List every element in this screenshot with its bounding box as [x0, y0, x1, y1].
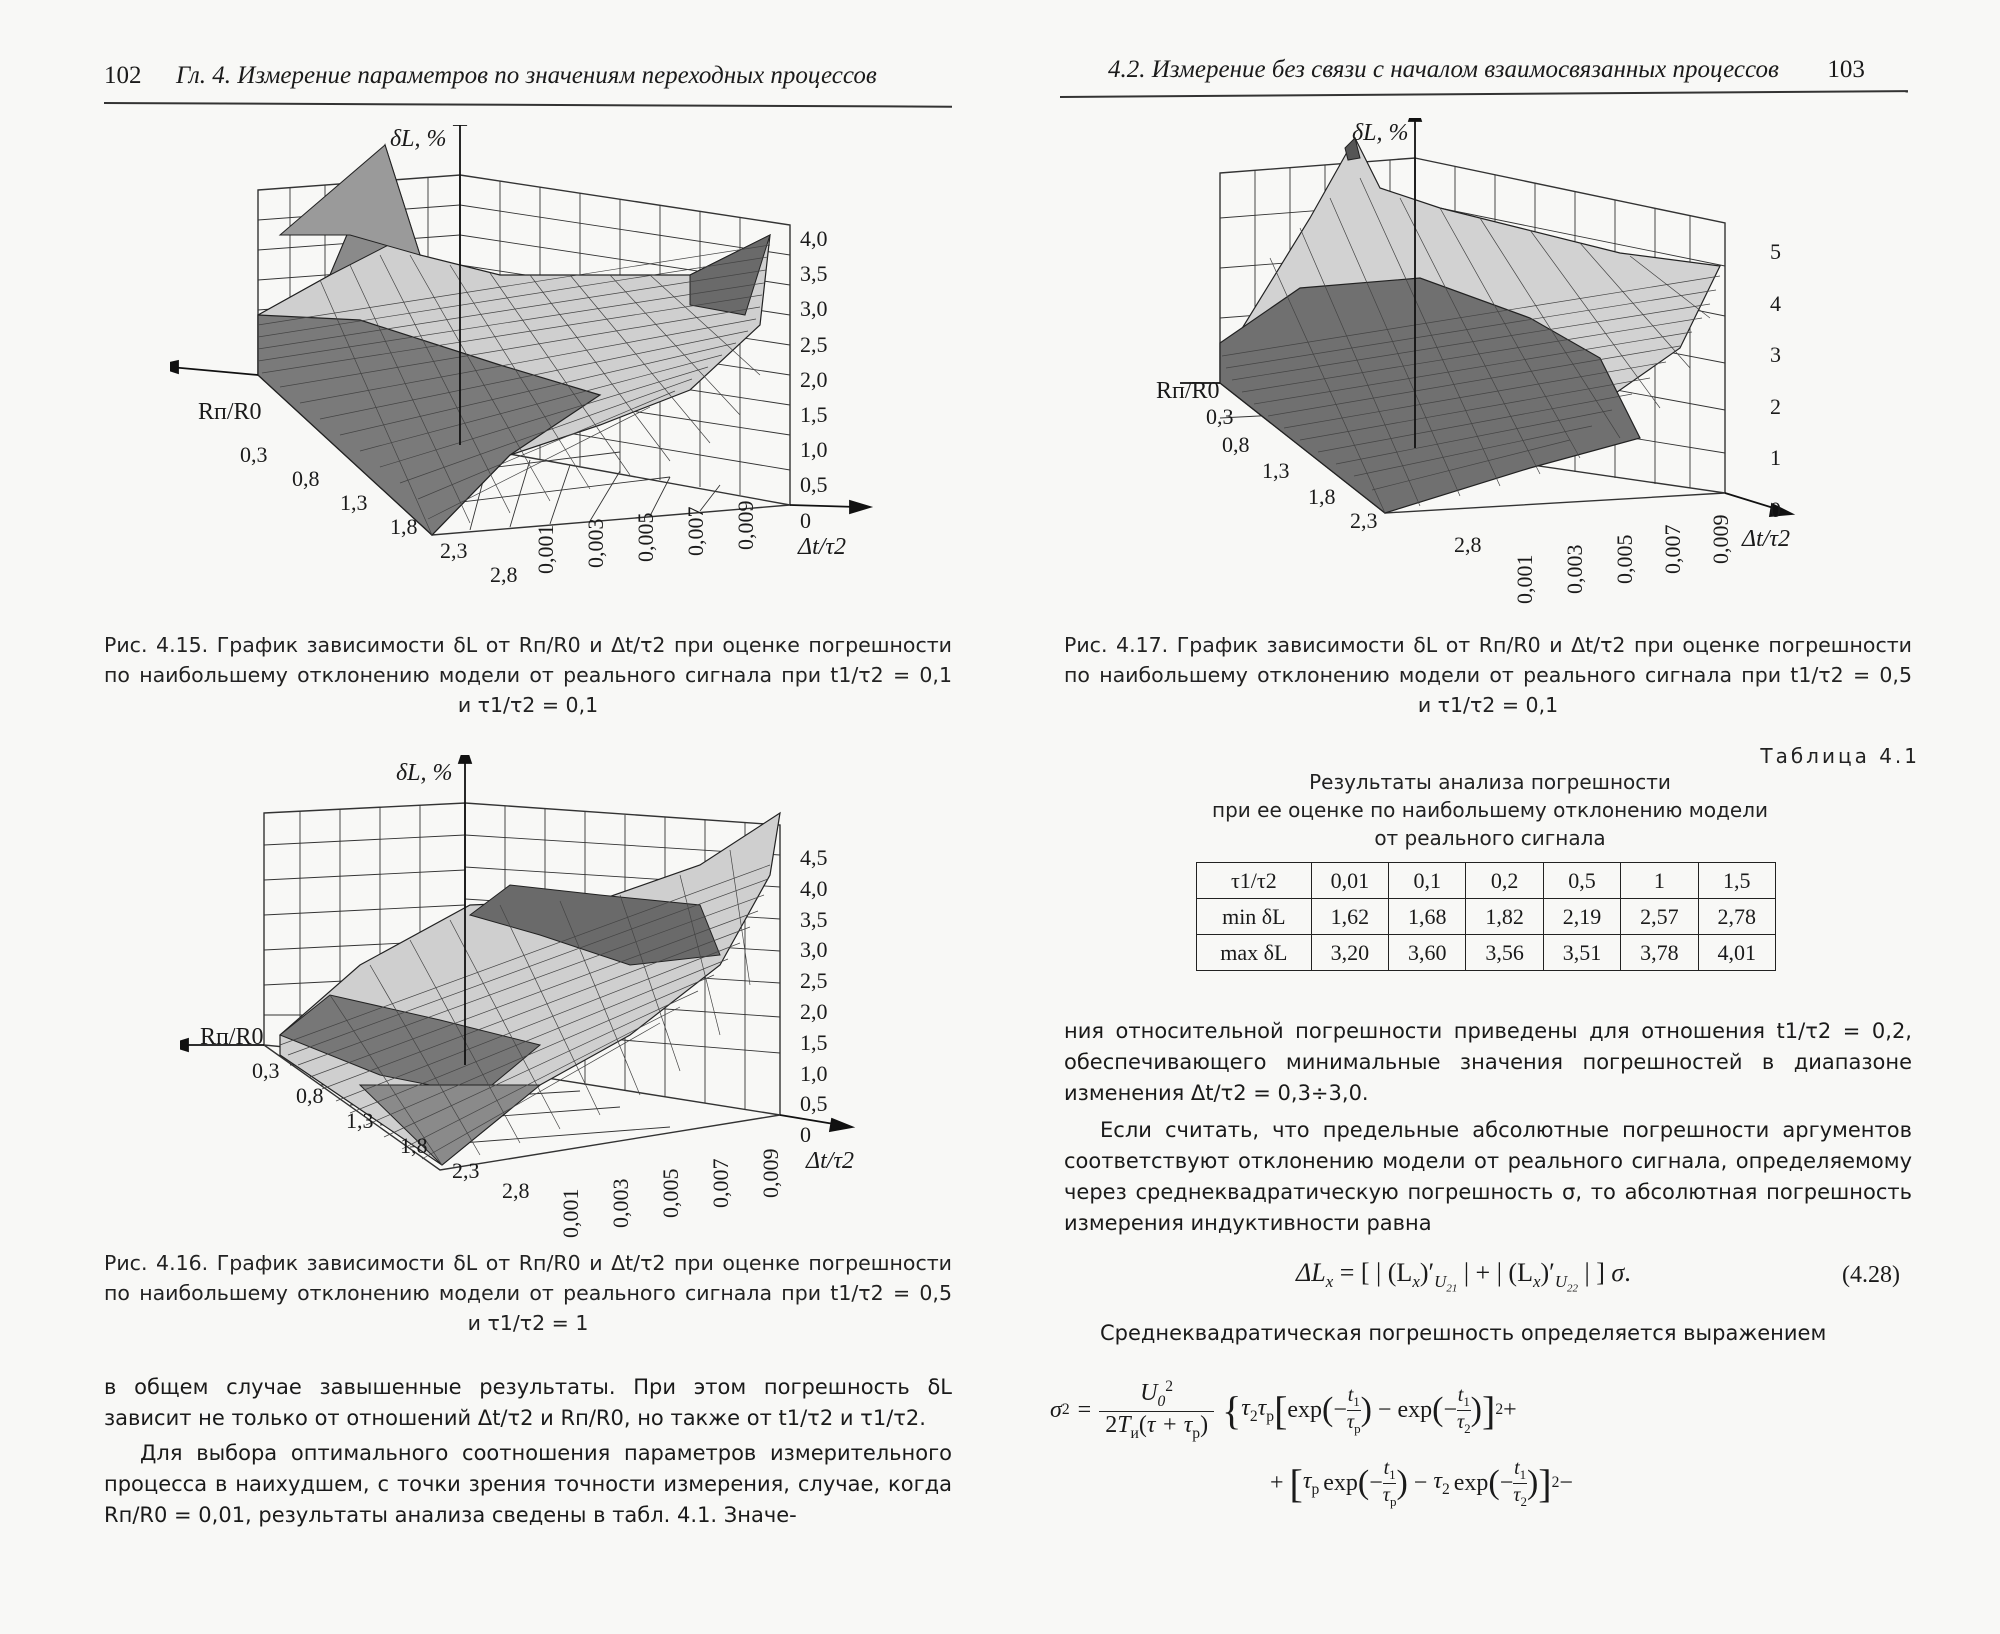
fig416-x-label: Rп/R0: [200, 1024, 264, 1050]
y-tick: 0,007: [1660, 524, 1685, 574]
z-tick: 5: [1770, 239, 1781, 264]
fig415-y-label: Δt/τ2: [798, 534, 847, 560]
fig415-z-label: δL, %: [390, 126, 447, 152]
caption-line: Рис. 4.16. График зависимости δL от Rп/R0 и Δt/τ2 при оценке погрешности: [104, 1251, 952, 1275]
fig415-z-ticks: [800, 221, 828, 538]
caption-line: по наибольшему отклонению модели от реального сигнала при t1/τ2 = 0,5: [104, 1281, 952, 1305]
table-cell: τ1/τ2: [1197, 863, 1312, 899]
z-tick: 4: [1770, 290, 1781, 316]
left-running-head: [104, 62, 877, 90]
x-tick: 0,3: [252, 1058, 280, 1083]
paragraph: ния относительной погрешности приведены для отношения t1/τ2 = 0,2, обеспечивающего минимальные значения погрешностей в диапазоне изменения Δt/τ2 = 0,3÷3,0.: [1064, 1019, 1912, 1105]
y-tick: 0,001: [533, 524, 558, 574]
table-title: [1120, 768, 1860, 852]
z-tick: 2,0: [800, 998, 828, 1024]
table-cell: 3,51: [1543, 935, 1620, 971]
table-cell: min δL: [1197, 899, 1312, 935]
x-tick: 1,3: [346, 1108, 374, 1133]
y-tick: 0,009: [1708, 514, 1733, 564]
x-tick: 0,8: [296, 1083, 324, 1108]
left-header-title: Гл. 4. Измерение параметров по значениям переходных процессов: [176, 62, 877, 89]
y-tick: 0,005: [633, 512, 658, 562]
paragraph: Среднеквадратическая погрешность определяется выражением: [1100, 1321, 1827, 1345]
figure-4-15: [170, 125, 890, 625]
table-title-line: от реального сигнала: [1374, 826, 1606, 850]
x-tick: 2,8: [502, 1178, 530, 1203]
y-tick: 0,009: [758, 1148, 783, 1198]
paragraph: в общем случае завышенные результаты. При этом погрешность δL зависит не только от отношений Δt/τ2 и Rп/R0, но также от t1/τ2 и τ1/τ2.: [104, 1375, 952, 1430]
figure-4-16: [180, 755, 900, 1225]
left-page-number: 102: [104, 62, 142, 89]
table-row: [1197, 935, 1776, 971]
results-table: [1196, 862, 1776, 971]
z-tick: 0: [1770, 496, 1781, 522]
y-tick: 0,007: [708, 1158, 733, 1208]
table-cell: max δL: [1197, 935, 1312, 971]
fig416-y-label: Δt/τ2: [806, 1148, 855, 1174]
x-tick: 2,3: [452, 1158, 480, 1183]
right-running-head: [1108, 56, 1865, 84]
x-tick: 0,3: [240, 442, 268, 467]
right-body-text: [1064, 1016, 1912, 1239]
fig416-z-label: δL, %: [396, 760, 453, 786]
caption-line: и τ1/τ2 = 0,1: [1417, 693, 1559, 717]
caption-line: по наибольшему отклонению модели от реального сигнала при t1/τ2 = 0,5: [1064, 663, 1912, 687]
z-tick: 0: [800, 507, 811, 533]
x-tick: 1,8: [390, 514, 418, 539]
table-row: [1197, 863, 1776, 899]
table-label: Таблица 4.1: [1760, 744, 1920, 768]
right-header-rule: [1060, 90, 1908, 98]
fig416-caption: [104, 1248, 952, 1338]
z-tick: 3,5: [800, 261, 828, 287]
fig417-y-label: Δt/τ2: [1742, 526, 1791, 552]
x-tick: 2,3: [1350, 508, 1378, 533]
z-tick: 3: [1770, 342, 1781, 368]
z-tick: 3,0: [800, 937, 828, 963]
table-cell: 3,60: [1389, 935, 1466, 971]
fig417-x-label: Rп/R0: [1156, 378, 1220, 404]
x-tick: 1,3: [1262, 458, 1290, 483]
left-body-text: [104, 1372, 952, 1531]
table-cell: 2,57: [1621, 899, 1698, 935]
table-cell: 0,1: [1389, 863, 1466, 899]
caption-line: и τ1/τ2 = 0,1: [457, 693, 599, 717]
table-cell: 0,5: [1543, 863, 1620, 899]
z-tick: 1,0: [800, 437, 828, 463]
y-tick: 0,001: [558, 1188, 583, 1238]
y-tick: 0,007: [683, 506, 708, 556]
caption-line: Рис. 4.15. График зависимости δL от Rп/R0 и Δt/τ2 при оценке погрешности: [104, 633, 952, 657]
table-cell: 3,20: [1311, 935, 1388, 971]
z-tick: 3,0: [800, 296, 828, 322]
z-tick: 2: [1770, 393, 1781, 419]
fig417-z-label: δL, %: [1352, 120, 1409, 146]
z-tick: 1,5: [800, 402, 828, 428]
table-cell: 1,82: [1466, 899, 1543, 935]
table-cell: 0,2: [1466, 863, 1543, 899]
z-tick: 3,5: [800, 906, 828, 932]
fig416-z-ticks: [800, 843, 828, 1151]
right-page-number: 103: [1827, 56, 1865, 83]
z-tick: 4,0: [800, 875, 828, 901]
sigma-equation: σ 2 = $U_0^2$ $2T_и(\tau + \tau_р)$ { $\tau_2\tau_р$ [ exp ( − $t_1$ $\tau_р$ ) − exp ( − $\frac{t_1}{\tau_2}$ ) ] 2 + + [ $\tau_р$ exp ( − $t_1$ $\tau_р$ ) − $\tau_2$ exp ( − $\frac{t_1}{\tau_2}$ ) ] 2 −: [1050, 1378, 1573, 1509]
table-cell: 1,68: [1389, 899, 1466, 935]
caption-line: по наибольшему отклонению модели от реального сигнала при t1/τ2 = 0,1: [104, 663, 952, 687]
z-tick: 1,0: [800, 1060, 828, 1086]
z-tick: 2,5: [800, 968, 828, 994]
left-header-rule: [104, 102, 952, 108]
x-tick: 0,8: [292, 466, 320, 491]
fig417-z-ticks: [1770, 226, 1781, 536]
table-cell: 3,78: [1621, 935, 1698, 971]
x-tick: 2,3: [440, 538, 468, 563]
z-tick: 0: [800, 1122, 811, 1148]
z-tick: 2,0: [800, 366, 828, 392]
y-tick: 0,003: [583, 518, 608, 568]
y-tick: 0,005: [1612, 534, 1637, 584]
z-tick: 0,5: [800, 472, 828, 498]
y-tick: 0,009: [733, 500, 758, 550]
x-tick: 2,8: [490, 562, 518, 587]
x-tick: 0,8: [1222, 432, 1250, 457]
equation-4-28: $\Delta L_x$ = [ | $(L_x)'_{U_{21}}$ | + | $(L_x)'_{U_{22}}$ | ] σ.: [1296, 1258, 1631, 1295]
z-tick: 1,5: [800, 1029, 828, 1055]
x-tick: 0,3: [1206, 404, 1234, 429]
caption-line: и τ1/τ2 = 1: [467, 1311, 589, 1335]
equation-number: (4.28): [1842, 1262, 1900, 1288]
x-tick: 1,3: [340, 490, 368, 515]
y-tick: 0,003: [608, 1178, 633, 1228]
z-tick: 4,5: [800, 845, 828, 870]
z-tick: 0,5: [800, 1091, 828, 1117]
z-tick: 1: [1770, 445, 1781, 471]
table-cell: 2,19: [1543, 899, 1620, 935]
paragraph: Если считать, что предельные абсолютные погрешности аргументов соответствуют отклонению модели от реального сигнала, определяемому через среднеквадратическую погрешность σ, то абсолютная погрешность измерения индуктивности равна: [1064, 1118, 1912, 1235]
table-cell: 0,01: [1311, 863, 1388, 899]
caption-line: Рис. 4.17. График зависимости δL от Rп/R0 и Δt/τ2 при оценке погрешности: [1064, 633, 1912, 657]
fig415-caption: [104, 630, 952, 720]
table-cell: 2,78: [1698, 899, 1775, 935]
right-page: [1000, 0, 2000, 1634]
z-tick: 4,0: [800, 226, 828, 251]
x-tick: 2,8: [1454, 532, 1482, 557]
table-title-line: Результаты анализа погрешности: [1309, 770, 1671, 794]
fig415-x-label: Rп/R0: [198, 399, 262, 425]
right-header-title: 4.2. Измерение без связи с началом взаимосвязанных процессов: [1108, 56, 1779, 83]
table-title-line: при ее оценке по наибольшему отклонению модели: [1212, 798, 1768, 822]
table-cell: 3,56: [1466, 935, 1543, 971]
table-cell: 4,01: [1698, 935, 1775, 971]
x-tick: 1,8: [1308, 484, 1336, 509]
table-cell: 1,5: [1698, 863, 1775, 899]
fig417-caption: [1064, 630, 1912, 720]
y-tick: 0,005: [658, 1168, 683, 1218]
paragraph: Для выбора оптимального соотношения параметров измерительного процесса в наихудшем, с точки зрения точности измерения, случае, когда Rп/R0 = 0,01, результаты анализа сведены в табл. 4.1. Значе-: [104, 1441, 952, 1527]
z-tick: 2,5: [800, 331, 828, 357]
x-tick: 1,8: [400, 1133, 428, 1158]
table-cell: 1,62: [1311, 899, 1388, 935]
y-tick: 0,001: [1512, 554, 1537, 604]
figure-4-17: [1180, 118, 1900, 638]
table-row: [1197, 899, 1776, 935]
y-tick: 0,003: [1562, 544, 1587, 594]
table-cell: 1: [1621, 863, 1698, 899]
